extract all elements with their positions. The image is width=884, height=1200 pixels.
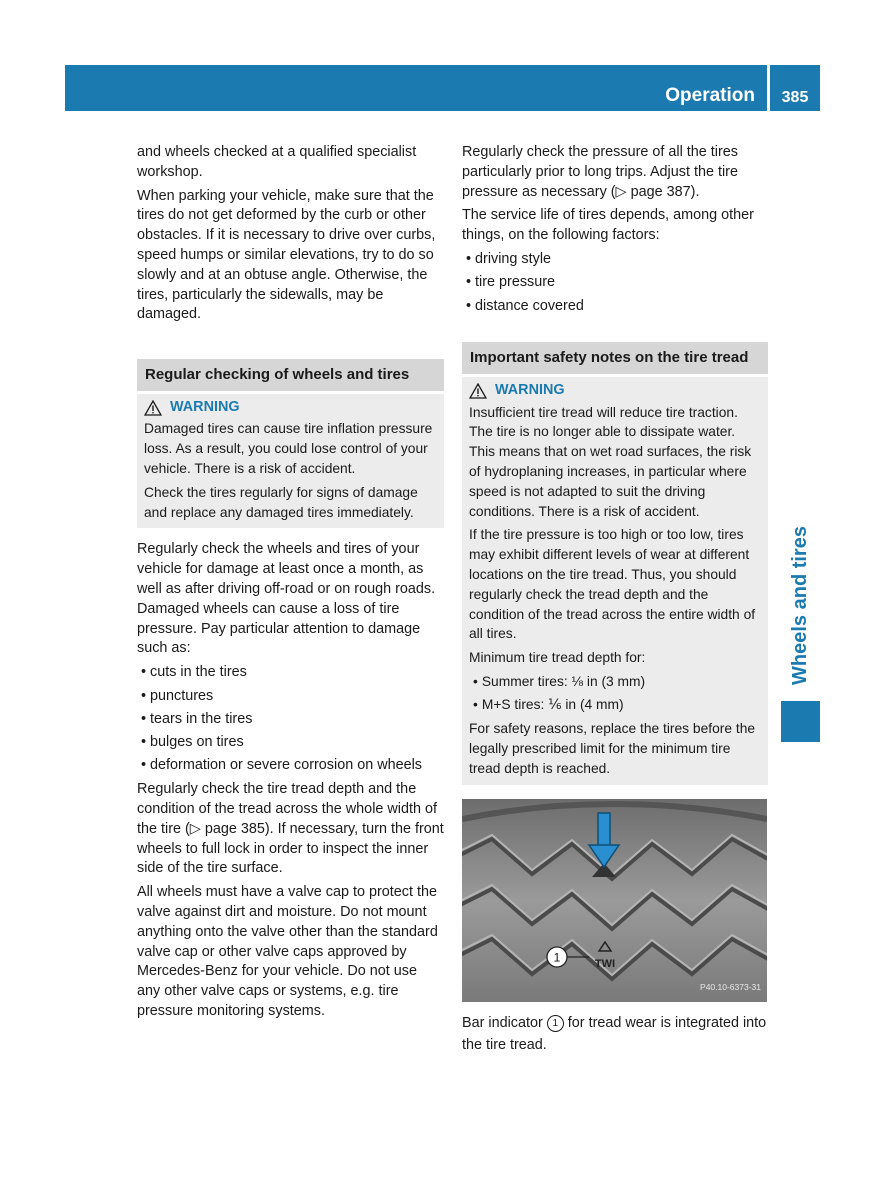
caption-text: Bar indicator xyxy=(462,1014,543,1031)
warning-triangle-icon xyxy=(144,400,162,416)
list-item: • distance covered xyxy=(462,297,768,317)
section-heading: Important safety notes on the tire tread xyxy=(462,342,768,374)
warning-header xyxy=(469,381,761,401)
warning-box xyxy=(462,377,768,785)
list-item: • punctures xyxy=(137,687,444,707)
figure-callout-number: 1 xyxy=(553,950,561,965)
warning-triangle-icon xyxy=(469,383,487,399)
chapter-tab xyxy=(781,515,820,695)
warning-box xyxy=(137,394,444,529)
warning-header xyxy=(144,398,437,418)
caption-text: for tread wear is integrated into the tire tread. xyxy=(462,1014,767,1053)
warning-text: For safety reasons, replace the tires before the legally prescribed limit for the minimum tire tread depth is reached. xyxy=(469,721,756,776)
figure-caption xyxy=(462,1012,768,1056)
damage-list xyxy=(137,663,444,776)
header-bar xyxy=(65,65,767,111)
list-item: • tire pressure xyxy=(462,273,768,293)
list-item: • Summer tires: ⅛ in (3 mm) xyxy=(469,672,761,692)
paragraph: Regularly check the pressure of all the tires particularly prior to long trips. Adjust the tire pressure as necessary (▷ page 387). xyxy=(462,144,738,200)
paragraph: All wheels must have a valve cap to protect the valve against dirt and moisture. Do not mount anything onto the valve other than the standard valve cap or other valve caps approved by Mercedes-Benz for your vehicle. Do not use any other valve caps or systems, e.g. tire pressure monitoring systems. xyxy=(137,884,438,1019)
warning-label: WARNING xyxy=(495,381,565,398)
section-heading: Regular checking of wheels and tires xyxy=(137,359,444,391)
list-item: • driving style xyxy=(462,250,768,270)
warning-text: Minimum tire tread depth for: xyxy=(469,650,646,666)
chapter-tab-label: Wheels and tires xyxy=(789,525,811,685)
tread-depth-list xyxy=(469,672,761,715)
chapter-tab-block xyxy=(781,701,820,742)
warning-text: Insufficient tire tread will reduce tire traction. The tire is no longer able to dissipate water. This means that on wet road surfaces, the risk of hydroplaning increases, in particular where speed is not adapted to suit the driving conditions. There is a risk of accident. xyxy=(469,404,752,519)
section-title: Operation xyxy=(665,85,755,106)
warning-text: Check the tires regularly for signs of damage and replace any damaged tires immediately. xyxy=(144,484,418,520)
warning-text: Damaged tires can cause tire inflation pressure loss. As a result, you could lose control of your vehicle. There is a risk of accident. xyxy=(144,421,433,477)
list-item: • cuts in the tires xyxy=(137,663,444,683)
paragraph: The service life of tires depends, among other things, on the following factors: xyxy=(462,207,754,244)
left-column xyxy=(137,143,444,1026)
right-column xyxy=(462,143,768,1060)
paragraph: and wheels checked at a qualified specialist workshop. xyxy=(137,144,417,180)
page-number: 385 xyxy=(770,65,820,111)
twi-label: TWI xyxy=(594,957,616,970)
factors-list xyxy=(462,250,768,316)
tire-tread-illustration xyxy=(462,799,767,1002)
paragraph: When parking your vehicle, make sure that the tires do not get deformed by the curb or other obstacles. If it is necessary to drive over curbs, speed humps or similar elevations, try to do so slowly and at an obtuse angle. Otherwise, the tires, particularly the sidewalls, may be damaged. xyxy=(137,187,436,323)
list-item: • bulges on tires xyxy=(137,733,444,753)
warning-text: If the tire pressure is too high or too low, tires may exhibit different levels of wear at different locations on the tire tread. Thus, you should regularly check the tread depth and the condition of the tread across the entire width of all tires. xyxy=(469,527,756,642)
paragraph: Regularly check the wheels and tires of your vehicle for damage at least once a month, as well as after driving off-road or on rough roads. Damaged wheels can cause a loss of tire pressure. Pay particular attention to damage such as: xyxy=(137,541,436,657)
warning-label: WARNING xyxy=(170,398,240,415)
tire-tread-figure xyxy=(462,799,767,1002)
figure-code: P40.10-6373-31 xyxy=(700,981,761,992)
callout-number-icon: 1 xyxy=(547,1015,564,1032)
list-item: • tears in the tires xyxy=(137,710,444,730)
list-item: • deformation or severe corrosion on wheels xyxy=(137,756,444,776)
list-item: • M+S tires: ⅙ in (4 mm) xyxy=(469,695,761,715)
paragraph: Regularly check the tire tread depth and the condition of the tread across the whole width of the tire (▷ page 385). If necessary, turn the front wheels to full lock in order to inspect the inner side of the tire surface. xyxy=(137,781,444,877)
